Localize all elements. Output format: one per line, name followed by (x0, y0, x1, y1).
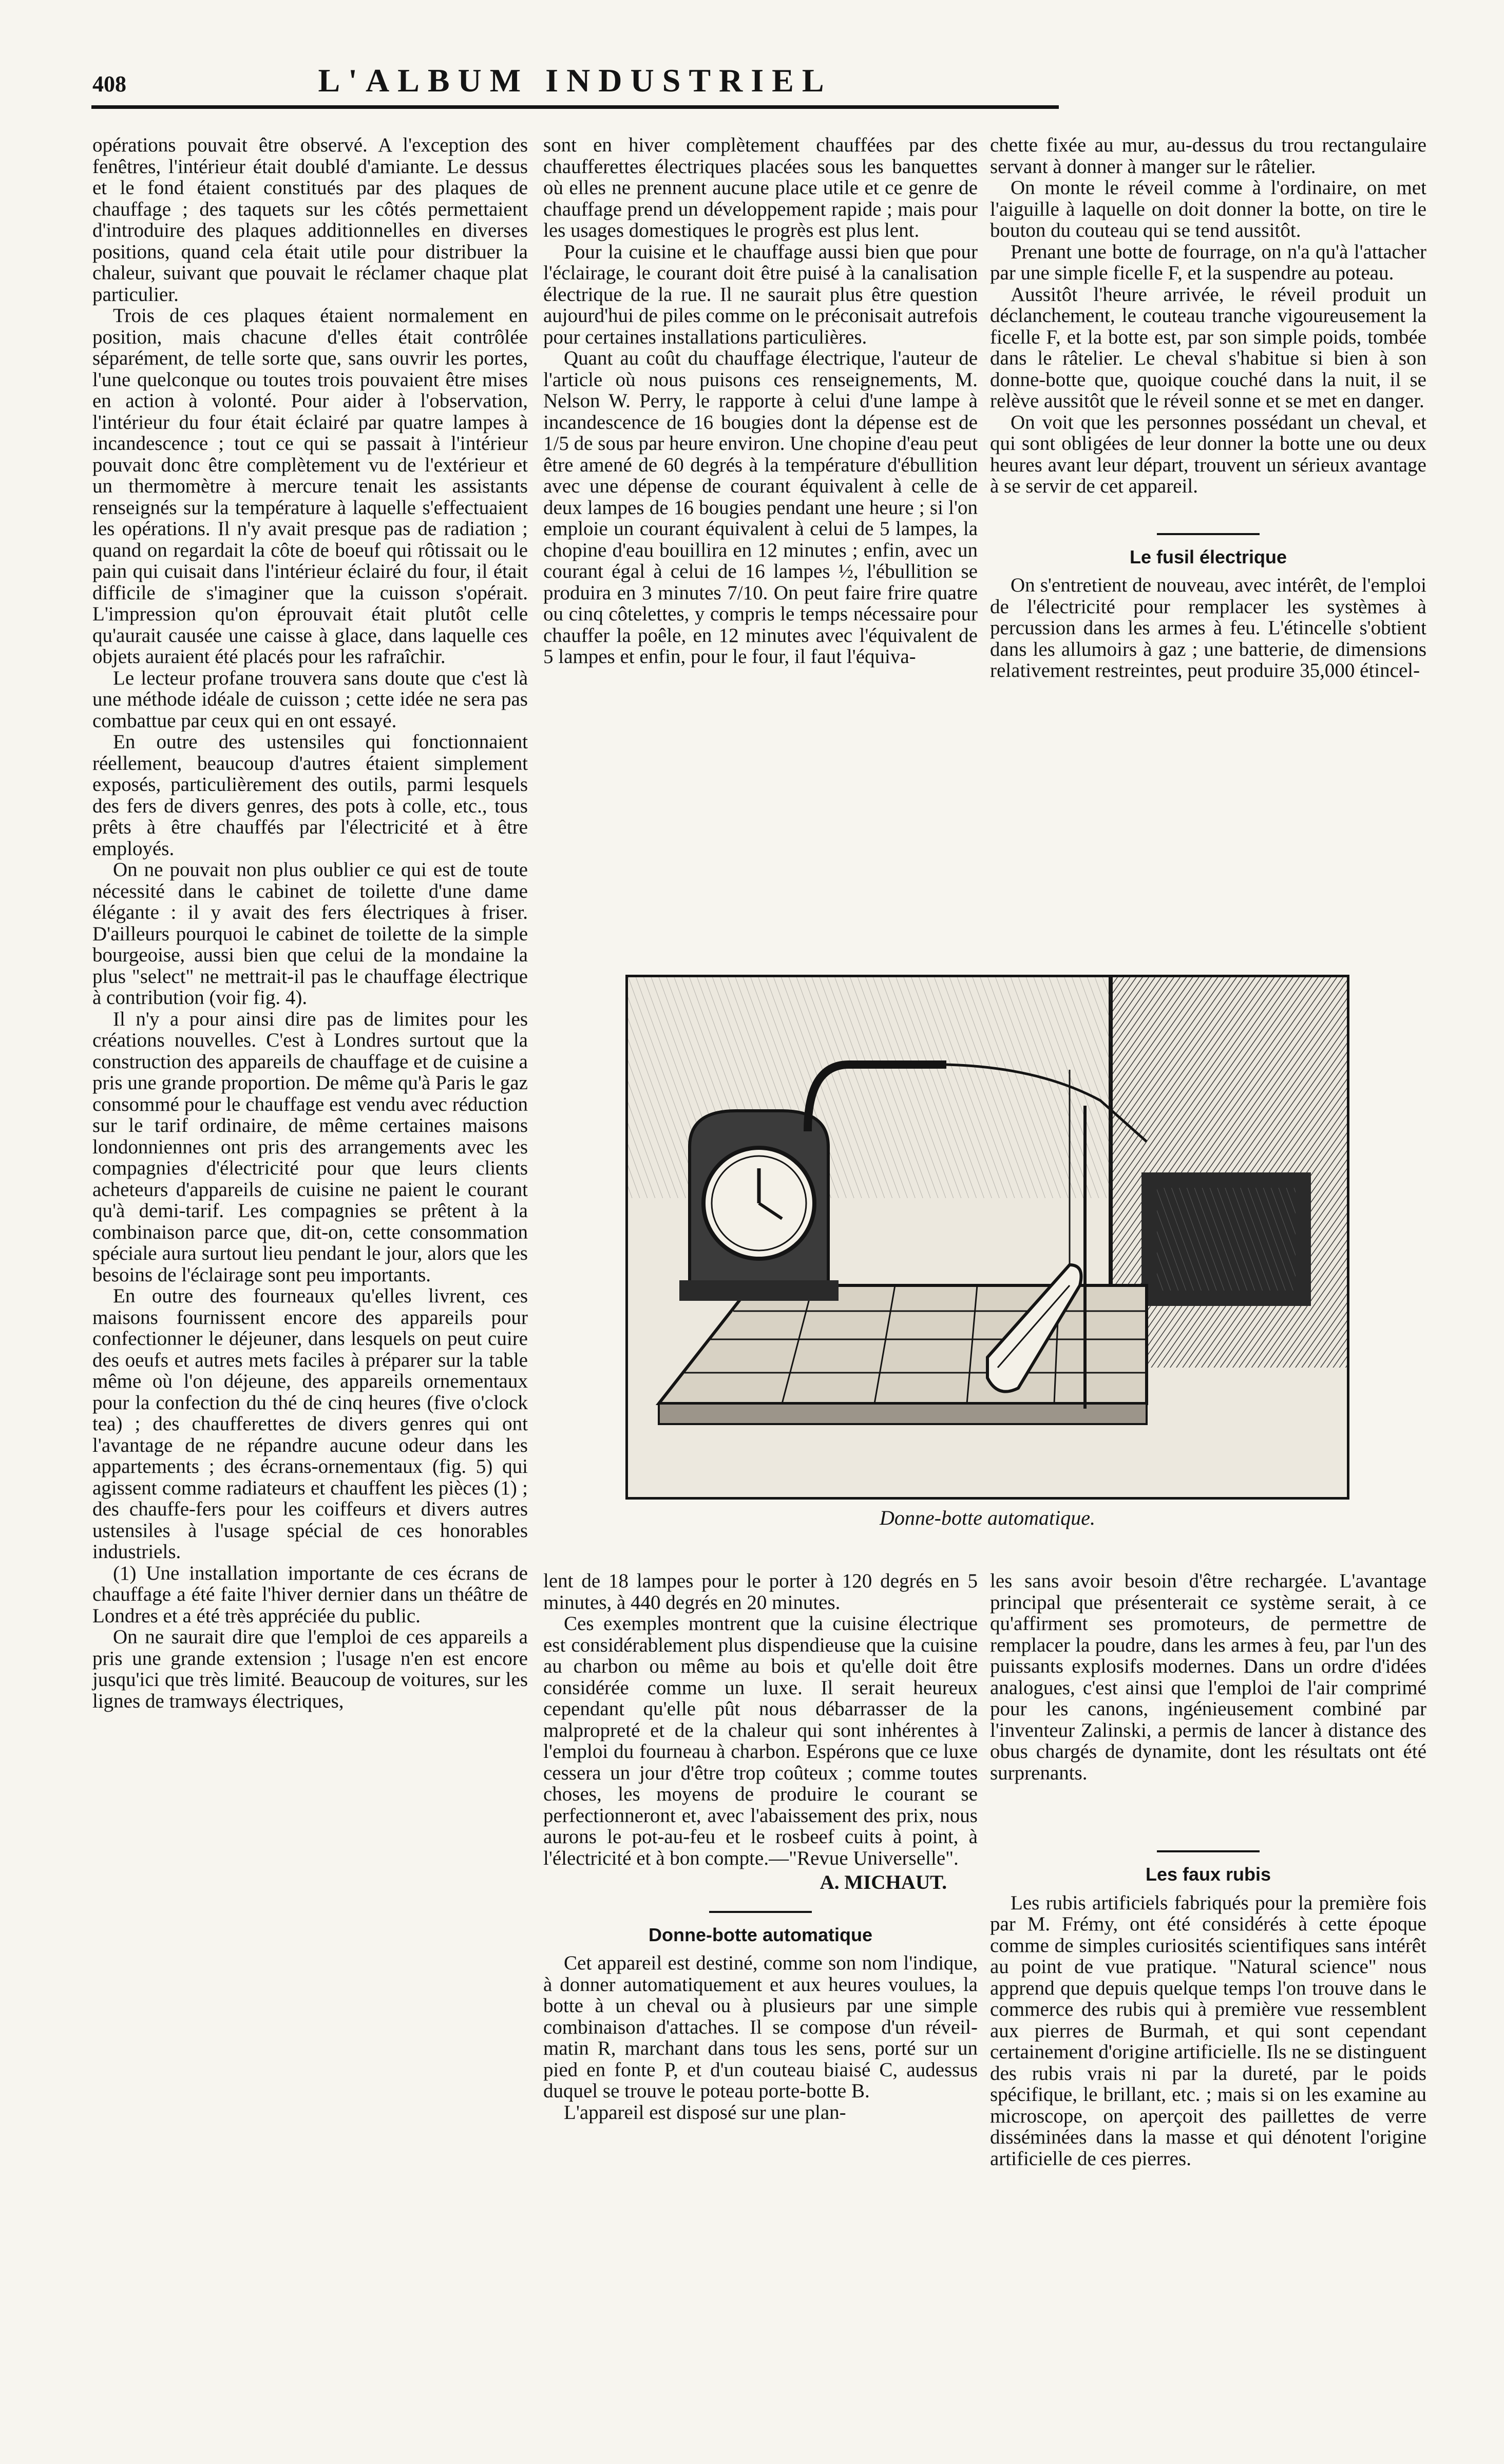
figure-caption: Donne-botte automatique. (880, 1506, 1095, 1529)
column-2-top (543, 135, 978, 668)
paragraph: On ne saurait dire que l'emploi de ces appareils a pris une grande extension ; l'usage n'en est encore jusqu'ici que très limité. Beaucoup de voitures, sur les lignes de tramways électriques, (92, 1626, 528, 1712)
column-3-top (990, 135, 1426, 681)
figure-donne-botte (625, 975, 1349, 1500)
paragraph: Quant au coût du chauffage électrique, l'auteur de l'article où nous puisons ces renseignements, M. Nelson W. Perry, le rapporte à celui d'une lampe à incandescence de 16 bougies dont la dépense est de 1/5 de sous par heure environ. Une chopine d'eau peut être amené de 60 degrés à la température d'ébullition avec une dépense de courant équivalent à celle de deux lampes de 16 bougies pendant une heure ; si l'on emploie un courant équivalent à celui de 5 lampes, la chopine d'eau bouillira en 12 minutes ; enfin, avec un courant égal à celui de 16 lampes ½, l'ébullition se produira en 3 minutes 7/10. On peut faire frire quatre ou cinq côtelettes, y compris le temps nécessaire pour chauffer la poêle, en 12 minutes avec l'équivalent de 5 lampes et enfin, pour le four, il faut l'équiva- (543, 347, 978, 668)
footnote: (1) Une installation importante de ces écrans de chauffage a été faite l'hiver dernier dans un théâtre de Londres et a été très appréciée du public. (92, 1562, 528, 1627)
paragraph: opérations pouvait être observé. A l'exception des fenêtres, l'intérieur était doublé d'amiante. Le dessus et le fond étaient constitués par des plaques de chauffage ; des taquets sur les côtés permettaient d'introduire des plaques additionnelles en diverses positions, quand cela était utile pour distribuer la chaleur, suivant que pouvait le réclamer chaque plat particulier. (92, 134, 528, 306)
column-3-bottom (990, 1570, 1426, 2169)
donne-botte-illustration (628, 977, 1347, 1497)
paragraph: Cet appareil est destiné, comme son nom l'indique, à donner automatiquement et aux heures voulues, la botte à un cheval ou à plusieurs par une simple combinaison d'attaches. Il se compose d'un réveil-matin R, marchant dans tous les sens, porté sur un pied en fonte P, et d'un couteau biaisé C, audessus duquel se trouve le poteau porte-botte B. (543, 1952, 978, 2102)
paragraph: Le lecteur profane trouvera sans doute que c'est là une méthode idéale de cuisson ; cette idée ne sera pas combattue par ceux qui en ont essayé. (92, 667, 528, 732)
author-signature: A. MICHAUT. (820, 1871, 947, 1893)
paragraph: Prenant une botte de fourrage, on n'a qu'à l'attacher par une simple ficelle F, et la suspendre au poteau. (990, 240, 1426, 284)
paragraph: Les rubis artificiels fabriqués pour la première fois par M. Frémy, ont été considérés à cette époque comme de simples curiosités scientifiques sans intérêt au point de vue pratique. "Natural science" nous apprend que depuis quelque temps l'on trouve dans le commerce des rubis qui à première vue ressemblent aux pierres de Burmah, et qui sont cependant certainement d'origine artificielle. Ils ne se distinguent des rubis vrais ni par la dureté, par le poids spécifique, le brillant, etc. ; mais si on les examine au microscope, on aperçoit des paillettes de verre disséminées dans la masse et qui dénotent l'origine artificielle de ces pierres. (990, 1891, 1426, 2170)
paragraph: L'appareil est disposé sur une plan- (564, 2101, 846, 2124)
section-divider (1157, 533, 1260, 535)
paragraph: Ces exemples montrent que la cuisine électrique est considérablement plus dispendieuse que la cuisine au charbon ou même au bois et qu'elle doit être considérée comme un luxe. Il serait heureux cependant qu'elle pût nous débarrasser de la malpropreté et de la chaleur qui sont inhérentes à l'emploi du fourneau à charbon. Espérons que ce luxe cessera un jour d'être trop coûteux ; comme toutes choses, les moyens de produire le courant se perfectionneront et, avec l'abaissement des prix, nous aurons le pot-au-feu et le rosbeef cuits à point, à l'électricité et à bon compte.—"Revue Universelle". (543, 1613, 978, 1869)
column-2-bottom (543, 1570, 978, 2123)
section-title-faux-rubis: Les faux rubis (1145, 1864, 1271, 1885)
header-rule (91, 105, 1059, 109)
page-header (92, 62, 1058, 103)
paragraph: On ne pouvait non plus oublier ce qui est de toute nécessité dans le cabinet de toilette d'une dame élégante : il y avait des fers électriques à friser. D'ailleurs pourquoi le cabinet de toilette de la simple bourgeoise, aussi bien que celui de la mondaine la plus "select" ne mettrait-il pas le chauffage électrique à contribution (voir fig. 4). (92, 859, 528, 1009)
paragraph: Trois de ces plaques étaient normalement en position, mais chacune d'elles était contrôlée séparément, de telle sorte que, sans ouvrir les portes, l'une quelconque ou toutes trois pouvaient être mises en action à volonté. Pour aider à l'observation, l'intérieur du four était éclairé par quatre lampes à incandescence ; tout ce qui se passait à l'intérieur pouvait donc être complètement vu de l'extérieur et un thermomètre à mercure tenait les assistants renseignés sur la température à laquelle s'effectuaient les opérations. Il n'y avait presque pas de radiation ; quand on regardait la côte de boeuf qui rôtissait ou le pain qui cuisait dans l'intérieur éclairé du four, il était difficile de s'imaginer que la cuisson s'opérait. L'impression qu'on éprouvait était plutôt celle qu'aurait causée une caisse à glace, dans laquelle ces objets auraient été placés pour les rafraîchir. (92, 305, 528, 668)
paragraph: Il n'y a pour ainsi dire pas de limites pour les créations nouvelles. C'est à Londres surtout que la construction des appareils de chauffage et de cuisine a pris une grande proportion. De même qu'à Paris le gaz consommé pour le chauffage est vendu avec réduction sur le tarif ordinaire, de même certaines maisons londonniennes ont pris des arrangements avec les compagnies d'électricité pour que leurs clients acheteurs d'appareils de cuisine ne paient le courant qu'à demi-tarif. Les compagnies se prêtent à la combinaison parce que, dit-on, cette consommation spéciale aura surtout lieu pendant le jour, alors que les besoins de l'éclairage sont peu importants. (92, 1008, 528, 1286)
column-1 (92, 135, 528, 1712)
section-title-fusil: Le fusil électrique (1129, 546, 1287, 567)
paragraph: chette fixée au mur, au-dessus du trou rectangulaire servant à donner à manger sur le râtelier. (990, 134, 1426, 178)
section-divider (1157, 1850, 1260, 1852)
paragraph: En outre des fourneaux qu'elles livrent, ces maisons fournissent encore des appareils pour confectionner le déjeuner, dans lesquels on peut cuire des oeufs et autres mets faciles à préparer sur la table même où l'on déjeune, des appareils ornementaux pour la confection du thé de cinq heures (five o'clock tea) ; des chaufferettes de divers genres qui ont l'avantage de ne répandre aucune odeur dans les appartements ; des écrans-ornementaux (fig. 5) qui agissent comme radiateurs et chauffent les pièces (1) ; des chauffe-fers pour les coiffeurs et divers autres ustensiles à l'usage spécial de ces honorables industriels. (92, 1285, 528, 1563)
paragraph: En outre des ustensiles qui fonctionnaient réellement, beaucoup d'autres étaient simplement exposés, particulièrement des outils, parmi lesquels des fers de divers genres, des pots à colle, etc., tous prêts à être chauffés par l'électricité et à être employés. (92, 731, 528, 860)
paragraph: les sans avoir besoin d'être rechargée. L'avantage principal que présenterait ce système serait, à ce qu'affirment ses promoteurs, de permettre de remplacer la poudre, dans les armes à feu, par l'un des puissants explosifs modernes. Dans un ordre d'idées analogues, c'est ainsi que l'emploi de l'air comprimé pour les canons, ingénieusement combiné par l'inventeur Zalinski, a permis de lancer à distance des obus chargés de dynamite, dont les résultats ont été surprenants. (990, 1570, 1426, 1784)
page-number: 408 (92, 71, 126, 97)
section-title-donne-botte: Donne-botte automatique (649, 1924, 872, 1945)
section-divider (709, 1911, 812, 1913)
paragraph: On voit que les personnes possédant un cheval, et qui sont obligées de leur donner la botte une ou deux heures avant leur départ, trouvent un sérieux avantage à se servir de cet appareil. (990, 411, 1426, 497)
paragraph: Pour la cuisine et le chauffage aussi bien que pour l'éclairage, le courant doit être puisé à la canalisation électrique de la rue. Il ne saurait plus être question aujourd'hui de piles comme on le préconisait autrefois pour certaines installations particulières. (543, 240, 978, 348)
paragraph: sont en hiver complètement chauffées par des chaufferettes électriques placées sous les banquettes où elles ne prennent aucune place utile et ce genre de chauffage prend un développement rapide ; mais pour les usages domestiques le progrès est plus lent. (543, 134, 978, 241)
paragraph: lent de 18 lampes pour le porter à 120 degrés en 5 minutes, à 440 degrés en 20 minutes. (543, 1570, 978, 1614)
journal-title: L'ALBUM INDUSTRIEL (318, 62, 832, 99)
paragraph: On s'entretient de nouveau, avec intérêt, de l'emploi de l'électricité pour remplacer les systèmes à percussion dans les armes à feu. L'étincelle s'obtient dans les allumoirs à gaz ; une batterie, de dimensions relativement restreintes, peut produire 35,000 étincel- (990, 574, 1426, 681)
paragraph: Aussitôt l'heure arrivée, le réveil produit un déclanchement, le couteau tranche vigoureusement la ficelle F, et la botte est, par son simple poids, tombée dans le râtelier. Le cheval s'habitue si bien à son donne-botte que, quoique couché dans la nuit, il se relève aussitôt que le réveil sonne et se met en danger. (990, 283, 1426, 412)
paragraph: On monte le réveil comme à l'ordinaire, on met l'aiguille à laquelle on doit donner la botte, on tire le bouton du couteau qui se tend aussitôt. (990, 177, 1426, 241)
